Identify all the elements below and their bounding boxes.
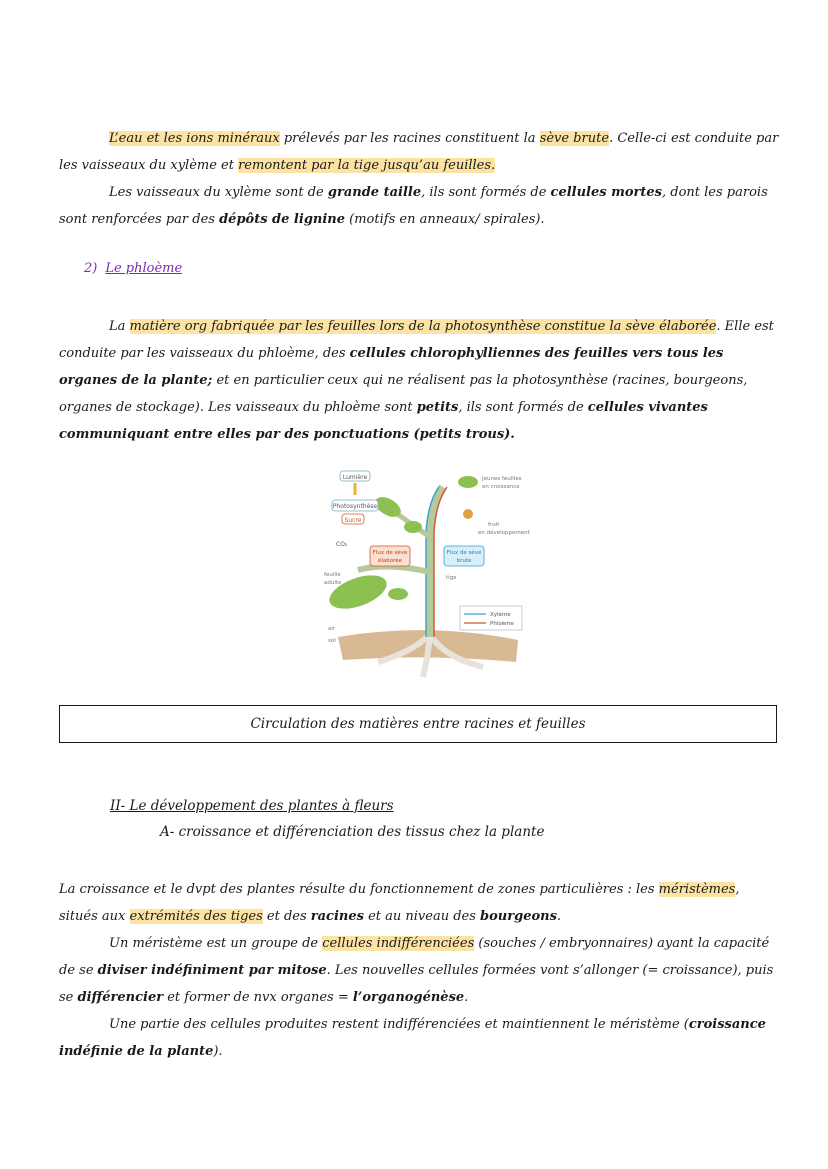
paragraph-croissance-indefinie bbox=[59, 1011, 779, 1065]
tige-label: tige bbox=[446, 575, 457, 581]
text: . Elle est conduite par les vaisseaux du phloème, des bbox=[59, 319, 774, 361]
flux-brute-label-2: brute bbox=[456, 558, 472, 564]
paragraph-meristeme-def bbox=[59, 930, 779, 1011]
fruit-label-2: en développement bbox=[478, 530, 530, 536]
highlight-cellules-indiff: cellules indifférenciées bbox=[322, 936, 475, 951]
bold-text: petits bbox=[416, 400, 459, 415]
highlight-extremites: extrémités des tiges bbox=[129, 909, 263, 924]
bold-text: bourgeons bbox=[480, 909, 557, 924]
bold-text: dépôts de lignine bbox=[219, 212, 346, 227]
figure-caption: Circulation des matières entre racines et feuilles bbox=[59, 705, 777, 743]
text: et des bbox=[262, 909, 311, 924]
flux-elaboree-label-2: élaborée bbox=[377, 558, 403, 564]
bold-text: grande taille bbox=[327, 185, 422, 200]
text: Un méristème est un groupe de bbox=[109, 936, 323, 951]
highlight-seve-brute: sève brute bbox=[539, 131, 610, 146]
text: et former de nvx organes = bbox=[163, 990, 353, 1005]
flux-elaboree-label-1: Flux de sève bbox=[372, 550, 408, 556]
stem bbox=[430, 487, 443, 637]
paragraph-phloeme bbox=[59, 313, 779, 448]
leaf-mid bbox=[404, 521, 422, 533]
text: (souches / embryonnaires) ayant la capacité de se bbox=[59, 936, 770, 978]
air-label: air bbox=[328, 626, 336, 632]
section-number: 2) bbox=[84, 261, 98, 276]
highlight-eau-ions: L’eau et les ions minéraux bbox=[109, 131, 280, 146]
bold-text: racines bbox=[310, 909, 364, 924]
legend-xylem-label: Xylème bbox=[490, 612, 511, 618]
feuille-label-1: feuille bbox=[324, 572, 341, 578]
heading-developpement: II- Le développement des plantes à fleurs bbox=[110, 798, 394, 814]
flux-brute-label-1: Flux de sève bbox=[446, 550, 482, 556]
sol-label: sol bbox=[328, 638, 336, 644]
sucre-label: Sucre bbox=[344, 517, 362, 524]
text: et en particulier ceux qui ne réalisent pas la photosynthèse (racines, bourgeons, organes de stockage). Les vaisseaux du phloème sont bbox=[59, 373, 748, 415]
text: (motifs en anneaux/ spirales). bbox=[345, 212, 545, 227]
branch-left bbox=[358, 566, 430, 572]
bold-text: diviser indéfiniment par mitose bbox=[97, 963, 327, 978]
highlight-matiere-org: matière org fabriquée par les feuilles lors de la photosynthèse constitue la sève élaborée bbox=[129, 319, 717, 334]
heading-croissance: A- croissance et différenciation des tissus chez la plante bbox=[160, 824, 545, 840]
text: Une partie des cellules produites restent indifférenciées et maintiennent le méristème ( bbox=[109, 1017, 689, 1032]
jeunes-feuilles-label-1: Jeunes feuilles bbox=[482, 476, 522, 482]
text: La croissance et le dvpt des plantes résulte du fonctionnement de zones particulières : les bbox=[59, 882, 659, 897]
section-heading-phloeme bbox=[84, 261, 182, 276]
text: , ils sont formés de bbox=[421, 185, 551, 200]
bold-text: cellules vivantes communiquant entre elles par des ponctuations (petits trous). bbox=[59, 400, 708, 442]
fruit bbox=[463, 509, 473, 519]
bold-text: différencier bbox=[77, 990, 164, 1005]
section-title-link[interactable]: Le phloème bbox=[105, 261, 183, 276]
bold-text: l’organogénèse bbox=[352, 990, 465, 1005]
text: La bbox=[109, 319, 130, 334]
plant-circulation-diagram bbox=[318, 462, 538, 694]
text: , dont les parois sont renforcées par des bbox=[59, 185, 768, 227]
leaf-small bbox=[388, 588, 408, 600]
plant-diagram-svg bbox=[318, 462, 538, 694]
co2-label: CO₂ bbox=[336, 541, 348, 548]
bold-text: croissance indéfinie de la plante bbox=[59, 1017, 766, 1059]
paragraph-xyleme bbox=[59, 179, 779, 233]
legend-phloem-label: Phloème bbox=[490, 621, 514, 627]
bold-text: cellules mortes bbox=[550, 185, 662, 200]
feuille-label-2: adulte bbox=[324, 580, 342, 586]
fruit-label-1: fruit bbox=[488, 522, 500, 528]
paragraph-seve-brute bbox=[59, 125, 779, 179]
highlight-meristemes: méristèmes bbox=[658, 882, 736, 897]
paragraph-meristemes bbox=[59, 876, 779, 930]
text: , situés aux bbox=[59, 882, 740, 924]
bold-text: cellules chlorophylliennes des feuilles vers tous les organes de la plante; bbox=[59, 346, 724, 388]
text: . Les nouvelles cellules formées vont s’allonger (= croissance), puis se bbox=[59, 963, 774, 1005]
jeunes-feuilles-label-2: en croissance bbox=[482, 484, 520, 490]
text: , ils sont formés de bbox=[458, 400, 588, 415]
text: Les vaisseaux du xylème sont de bbox=[109, 185, 328, 200]
photosynthese-label: Photosynthèse bbox=[332, 503, 378, 510]
young-leaf bbox=[458, 476, 478, 488]
text: et au niveau des bbox=[363, 909, 481, 924]
text: . Celle-ci est conduite par les vaisseaux du xylème et bbox=[59, 131, 779, 173]
lumiere-label: Lumière bbox=[342, 474, 368, 481]
highlight-remontent: remontent par la tige jusqu’au feuilles. bbox=[238, 158, 496, 173]
text: . bbox=[556, 909, 562, 924]
text: ). bbox=[213, 1044, 223, 1059]
text: prélevés par les racines constituent la bbox=[279, 131, 540, 146]
text: . bbox=[464, 990, 469, 1005]
